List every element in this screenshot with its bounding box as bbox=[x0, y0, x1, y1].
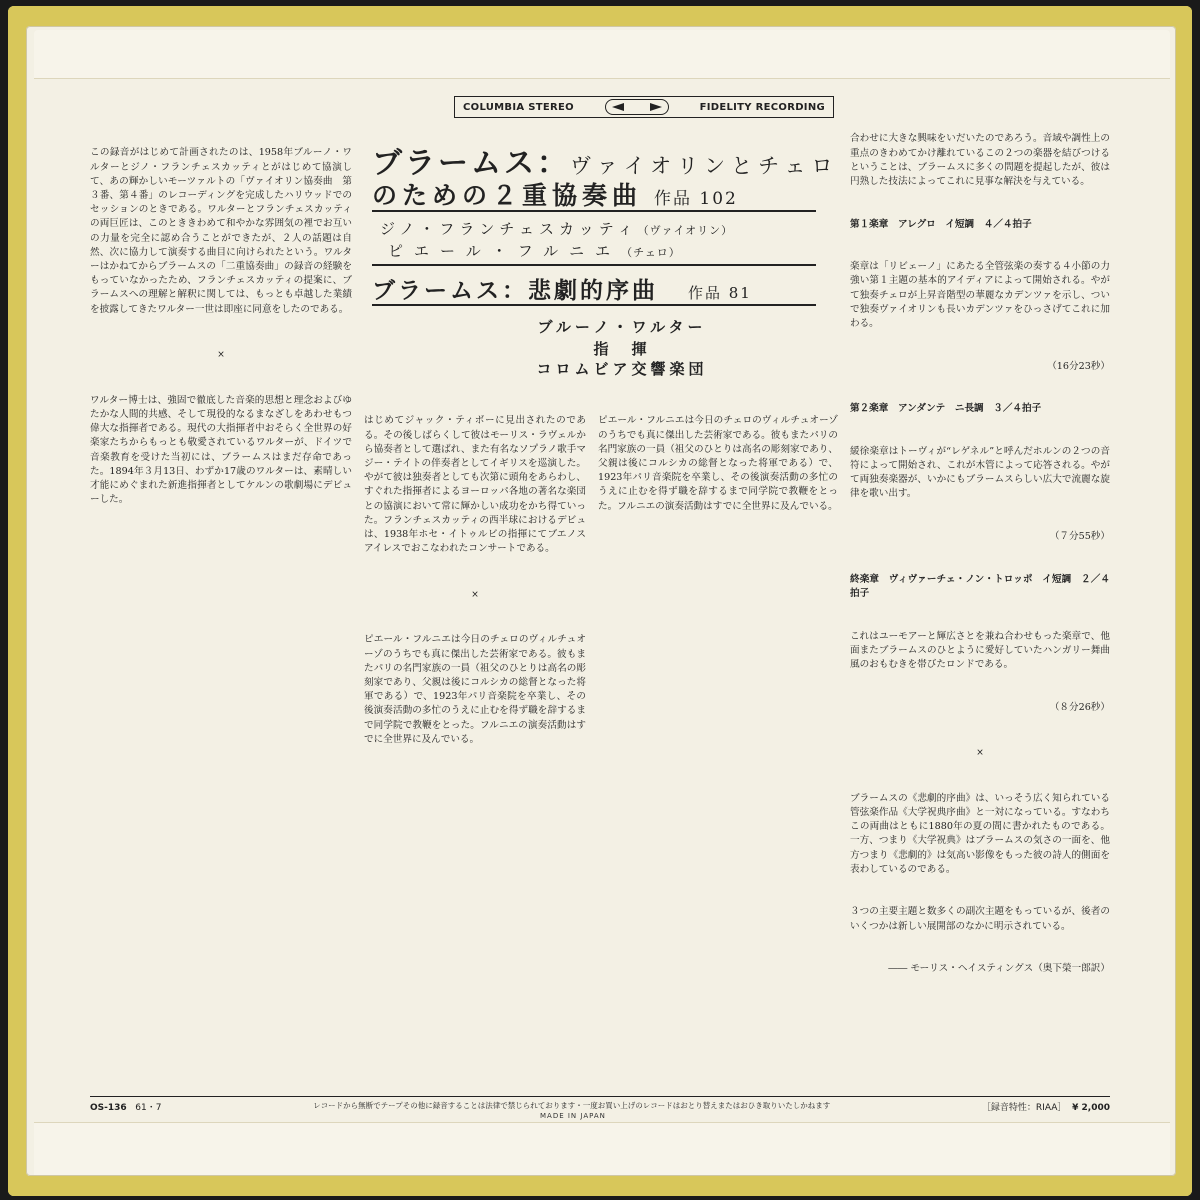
top-edge bbox=[8, 6, 1192, 28]
work2-title bbox=[372, 272, 752, 305]
bottom-flap bbox=[34, 1122, 1170, 1175]
movement-2-text: 緩徐楽章はトーヴィが“レゲネル”と呼んだホルンの２つの音符によって開始され、これが木管によって応答される。やがて両独奏楽器が、いかにもブラームスらしい広大で流麗な旋律を歌い出す。 bbox=[850, 445, 1110, 500]
performer2-name: ピエール・フルニエ bbox=[388, 242, 622, 260]
column-left bbox=[90, 118, 352, 1088]
performer1-name: ジノ・フランチェスカッティ bbox=[380, 220, 638, 238]
movement-2-time: （７分55秒） bbox=[1049, 531, 1110, 543]
translator-signature: ―― モーリス・ヘイスティングス（奥下榮一郎訳） bbox=[888, 963, 1110, 975]
middle-right-paragraph: ピエール・フルニエは今日のチェロのヴィルチュオーゾのうちでも真に傑出した芸術家である。彼もまたパリの名門家族の一員（祖父のひとりは高名の彫刻家であり、父親は後にコルシカの総督となった将軍である）で、1923年パリ音楽院を卒業し、その後演奏活動の多忙のうえに止むを得ず職を辞するまで同学院で教鞭をとった。フルニエの演奏活動はすでに全世界に及んでいる。 bbox=[598, 415, 838, 512]
column-right bbox=[850, 104, 1110, 1088]
top-flap bbox=[34, 30, 1170, 79]
left-edge bbox=[8, 6, 28, 1196]
movement-3-text: これはユーモアーと輝広さとを兼ね合わせもった楽章で、他面またブラームスのひとように愛好していたハンガリー舞曲風のおもむきを帯びたロンドである。 bbox=[850, 630, 1110, 670]
catalog-number bbox=[90, 1100, 161, 1113]
composer-label: ブラームス： bbox=[372, 146, 570, 181]
left-paragraph-2: ワルター博士は、強固で徹底した音楽的思想と理念およびゆたかな人間的共感、そして現役的なるまなざしをあわせもつ偉大な指揮者である。現代の大指揮者中おそらく全世界の好楽家たちからもっとも敬愛されているワルターが、ドイツで音楽教育を受けた当初には、ブラームスはまだ存命であった。1894年３月13日、わずか17歳のワルターは、素晴しい才能にめぐまれた新進指揮者としてケルンの歌劇場にデビューした。 bbox=[90, 394, 352, 506]
right-separator: × bbox=[976, 748, 984, 759]
label-logo bbox=[454, 96, 834, 118]
orchestra-name: コロムビア交響楽団 bbox=[536, 360, 708, 378]
column-middle-right bbox=[598, 386, 838, 1086]
movement-2-heading: 第２楽章 アンダンテ ニ長調 ３／４拍子 bbox=[850, 403, 1042, 415]
performer1-role: （ヴァイオリン） bbox=[637, 224, 734, 237]
left-paragraph-1: この録音がはじめて計画されたのは、1958年ブルーノ・ワルターとジノ・フランチェスカッティとがはじめて協演して、あの輝かしいモーツァルトの「ヴァイオリン協奏曲 第３番、第４番」のレコーディングを完成したハリウッドでのセッションのときである。ワルターとフランチェスカッティの両巨匠は、このとききわめて和やかな雰囲気の裡でお互いの力量を完全に認め合うことができたが、２人の話題は自然、次に協力して演奏する曲目に向けられたという。ワルターはかねてからブラームスの「二重協奏曲」の録音の経験をもっていなかったため、フランチェスカッティの提案に、ブラームスへの理解と解釈に関しては、もっとも卓越した業績を披露してきたワルター一世は即座に同意をしたのである。 bbox=[90, 147, 352, 315]
work2-name: ブラームス：悲劇的序曲 bbox=[372, 277, 658, 304]
bottom-edge bbox=[8, 1176, 1192, 1196]
movement-1-heading: 第１楽章 アレグロ イ短調 ４／４拍子 bbox=[850, 218, 1032, 230]
performer-cello bbox=[388, 240, 681, 261]
column-middle-left bbox=[364, 386, 586, 1086]
middle-paragraph-2: ピエール・フルニエは今日のチェロのヴィルチュオーゾのうちでも真に傑出した芸術家である。彼もまたパリの名門家族の一員（祖父のひとりは高名の彫刻家であり、父親は後にコルシカの総督となった将軍である）で、1923年パリ音楽院を卒業し、その後演奏活動の多忙のうえに止むを得ず職を辞するまで同学院で教鞭をとった。フルニエの演奏活動はすでに全世界に及んでいる。 bbox=[364, 634, 586, 745]
eq-curve: ［録音特性：RIAA］ bbox=[981, 1103, 1067, 1113]
middle-paragraph-1: はじめてジャック・ティボーに見出されたのである。その後しばらくして彼はモーリス・ラヴェルから協奏者として選ばれ、また有名なソプラノ歌手マジー・テイトの伴奏者としてイギリスを巡演した。やがて彼は独奏者としても次第に頭角をあらわし、すぐれた指揮者によるヨーロッパ各地の著名な楽団との協演において常に輝かしい成功をかち得ていった。フランチェスカッティの西半球におけるデビュは、1938年ホセ・イトゥルビの指揮にてブエノスアイレスでおこなわれたコンサートである。 bbox=[364, 415, 586, 555]
movement-1-text: 楽章は「リビェーノ」にあたる全管弦楽の奏する４小節の力強い第１主題の基本的アイディアによって開始される。やがて独奏チェロが上昇音階型の華麗なカデンツァを示し、ついで独奏ヴァイオリンも長いカデンツァをひっさげてこれに加わる。 bbox=[850, 261, 1110, 330]
brand-left: COLUMBIA STEREO bbox=[463, 101, 574, 113]
title-rule-3 bbox=[372, 304, 816, 306]
title-rule-2 bbox=[372, 264, 816, 266]
footer-line bbox=[90, 1096, 1110, 1113]
performer-violin bbox=[380, 218, 733, 239]
conductor-role: 指 揮 bbox=[593, 340, 651, 358]
movement-3-heading: 終楽章 ヴィヴァーチェ・ノン・トロッポ イ短調 ２／４拍子 bbox=[850, 573, 1110, 599]
movement-3-time: （８分26秒） bbox=[1049, 701, 1110, 713]
middle-separator: × bbox=[471, 589, 479, 600]
conductor-name: ブルーノ・ワルター bbox=[537, 318, 707, 336]
work2-opus: 作品 81 bbox=[688, 284, 752, 302]
work1-title-line2 bbox=[372, 176, 738, 212]
legal-notice: レコードから無断でテープその他に録音することは法律で禁じられております・一度お買い上げのレコードはおとり替えまたはおひき取りいたしかねます bbox=[313, 1101, 831, 1110]
movement-1-time: （16分23秒） bbox=[1047, 360, 1110, 372]
right-paragraph-2: ブラームスの《悲劇的序曲》は、いっそう広く知られている管弦楽作品《大学祝典序曲》と一対になっている。すなわちこの両曲はともに1880年の夏の間に書かれたものである。一方、つまり《大学祝典》はブラームスの気さの一面を、他方つまり《悲劇的》は気高い影像をもった彼の詩人的側面を表わしているのである。 bbox=[850, 792, 1110, 875]
made-in-label: MADE IN JAPAN bbox=[540, 1112, 606, 1120]
work1-opus: 作品 102 bbox=[654, 189, 738, 209]
columbia-eye-icon bbox=[605, 99, 669, 115]
right-paragraph-1: 合わせに大きな興味をいだいたのであろう。音域や調性上の重点のきわめてかけ離れているこの２つの楽器を結びつけるということは、ブラームスに多くの問題を提起したが、彼は円熟した技法によってこれに見事な解決を与えている。 bbox=[850, 133, 1110, 188]
work1-title-rest: のための２重協奏曲 bbox=[372, 181, 643, 210]
left-separator: × bbox=[217, 350, 225, 361]
title-rule-1 bbox=[372, 210, 816, 212]
right-paragraph-3: ３つの主要主題と数多くの副次主題をもっているが、後者のいくつかは新しい展開部のなかに明示されている。 bbox=[850, 906, 1110, 932]
performer2-role: （チェロ） bbox=[621, 246, 681, 259]
price: ¥ 2,000 bbox=[1072, 1103, 1110, 1113]
liner-notes bbox=[90, 96, 1110, 1113]
eq-and-price bbox=[982, 1100, 1110, 1113]
print-code: 61・7 bbox=[135, 1103, 162, 1113]
work1-title-part: ヴァイオリンとチェロ bbox=[570, 154, 839, 178]
catalog-code: OS-136 bbox=[90, 1103, 127, 1113]
brand-right: FIDELITY RECORDING bbox=[699, 101, 825, 113]
